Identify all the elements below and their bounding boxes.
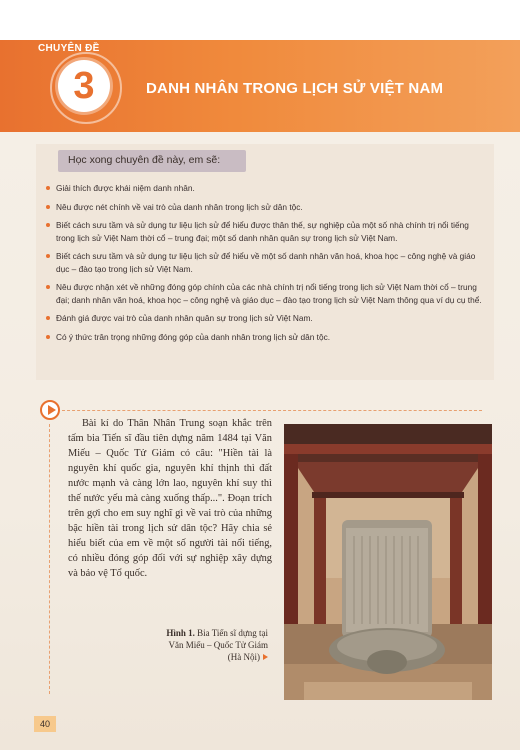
objective-item: Có ý thức trân trọng những đóng góp của danh nhân trong lịch sử dân tộc. (44, 331, 484, 344)
page-top-margin (0, 0, 520, 40)
objective-item: Biết cách sưu tầm và sử dụng tư liệu lịch sử để hiểu về một số danh nhân văn hoá, khoa học – công nghệ và giáo dục – đào tạo trong lịch sử Việt Nam. (44, 250, 484, 275)
chapter-number: 3 (73, 65, 95, 107)
objectives-heading-bar (58, 150, 246, 172)
section-divider (62, 410, 482, 411)
chapter-label: CHUYÊN ĐỀ (38, 43, 100, 54)
play-icon (40, 400, 60, 420)
figure-caption (160, 627, 268, 663)
caption-arrow-icon (263, 654, 268, 660)
objectives-heading: Học xong chuyên đề này, em sẽ: (68, 154, 221, 166)
stele-photo (284, 424, 492, 700)
intro-paragraph: Bài kí do Thân Nhân Trung soạn khắc trên tấm bia Tiến sĩ đầu tiên dựng năm 1484 tại Văn Miếu – Quốc Tử Giám có câu: "Hiền tài là nguyên khí quốc gia, nguyên khí thịnh thì đất nước mạnh và càng lớn lao, nguyên khí suy thì thế nước yếu mà càng xuống thấp...". Đoạn trích trên gợi cho em suy nghĩ gì về vai trò của những bậc hiền tài trong lịch sử dân tộc? Hãy chia sẻ hiểu biết của em về một số người tài nổi tiếng, có nhiều đóng góp đối với sự nghiệp xây dựng và bảo vệ Tổ quốc. (68, 418, 272, 579)
objective-item: Giải thích được khái niệm danh nhân. (44, 182, 484, 195)
objective-item: Nêu được nét chính về vai trò của danh nhân trong lịch sử dân tộc. (44, 201, 484, 214)
objective-item: Đánh giá được vai trò của danh nhân quân sự trong lịch sử Việt Nam. (44, 312, 484, 325)
objectives-list (44, 182, 484, 349)
chapter-number-badge (58, 60, 110, 112)
objective-item: Biết cách sưu tầm và sử dụng tư liệu lịch sử để hiểu được thân thế, sự nghiệp của một số nhà chính trị nổi tiếng trong lịch sử Việt Nam thời cổ – trung đại; một số danh nhân quân sự trong lịch sử Việt Nam. (44, 219, 484, 244)
figure-caption-label: Hình 1. (166, 628, 195, 638)
page-number: 40 (34, 716, 56, 732)
chapter-title: DANH NHÂN TRONG LỊCH SỬ VIỆT NAM (146, 80, 444, 97)
objective-item: Nêu được nhận xét về những đóng góp chính của các nhà chính trị nổi tiếng trong lịch sử Việt Nam thời cổ – trung đại; danh nhân văn hoá, khoa học – công nghệ và giáo dục – đào tạo trong lịch sử Việt Nam thông qua ví dụ cụ thể. (44, 281, 484, 306)
section-side-rule (49, 424, 50, 694)
figure-caption-text: Bia Tiến sĩ dựng tại Văn Miếu – Quốc Tử Giám (Hà Nội) (168, 628, 268, 662)
